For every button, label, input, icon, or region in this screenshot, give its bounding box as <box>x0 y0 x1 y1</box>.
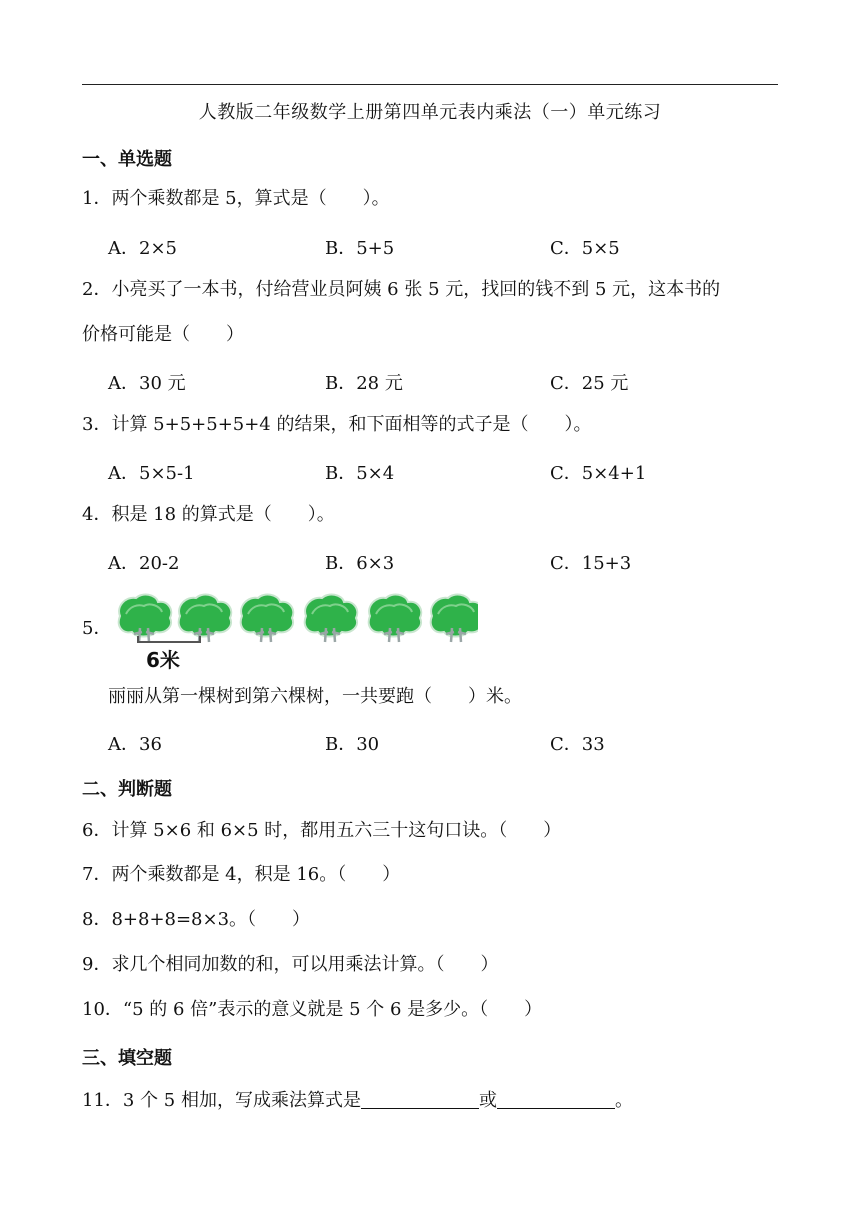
section-single-choice: 一、单选题 <box>82 149 172 170</box>
question-3: 3．计算 5+5+5+5+4 的结果，和下面相等的式子是（ ）。 <box>82 414 592 435</box>
tree-icon <box>241 595 294 642</box>
q5-option-a: A．36 <box>108 734 162 755</box>
q1-option-c: C．5×5 <box>550 238 620 259</box>
q2-option-a: A．30 元 <box>108 373 186 394</box>
question-8: 8．8+8+8=8×3。（ ） <box>82 909 311 930</box>
q11-mid: 或 <box>478 1090 497 1111</box>
q5-option-c: C．33 <box>550 734 605 755</box>
question-5: 丽丽从第一棵树到第六棵树，一共要跑（ ）米。 <box>108 686 522 707</box>
question-5-number: 5． <box>82 618 112 639</box>
question-9: 9．求几个相同加数的和，可以用乘法计算。（ ） <box>82 954 499 975</box>
question-11 <box>82 1090 633 1112</box>
tree-icon <box>119 595 172 642</box>
q11-prefix: 11．3 个 5 相加，写成乘法算式是 <box>82 1090 361 1111</box>
tree-icon <box>431 595 478 642</box>
question-2-line2: 价格可能是（ ） <box>82 324 244 345</box>
q3-option-b: B．5×4 <box>325 463 395 484</box>
q5-option-b: B．30 <box>325 734 380 755</box>
q2-option-c: C．25 元 <box>550 373 629 394</box>
section-true-false: 二、判断题 <box>82 779 172 800</box>
q2-option-b: B．28 元 <box>325 373 403 394</box>
question-7: 7．两个乘数都是 4，积是 16。（ ） <box>82 864 401 885</box>
q4-option-a: A．20-2 <box>108 553 180 574</box>
section-fill-blank: 三、填空题 <box>82 1048 172 1069</box>
question-10: 10．“5 的 6 倍”表示的意义就是 5 个 6 是多少。（ ） <box>82 999 543 1020</box>
answer-blank-1[interactable] <box>361 1090 479 1109</box>
question-2-line1: 2．小亮买了一本书，付给营业员阿姨 6 张 5 元，找回的钱不到 5 元，这本书的 <box>82 279 721 300</box>
answer-blank-2[interactable] <box>497 1090 615 1109</box>
question-4: 4．积是 18 的算式是（ ）。 <box>82 504 335 525</box>
worksheet-title: 人教版二年级数学上册第四单元表内乘法（一）单元练习 <box>198 102 662 123</box>
tree-icon <box>179 595 232 642</box>
q1-option-b: B．5+5 <box>325 238 395 259</box>
q3-option-c: C．5×4+1 <box>550 463 647 484</box>
question-6: 6．计算 5×6 和 6×5 时，都用五六三十这句口诀。（ ） <box>82 820 562 841</box>
q11-suffix: 。 <box>614 1090 633 1111</box>
q3-option-a: A．5×5-1 <box>108 463 195 484</box>
q4-option-b: B．6×3 <box>325 553 395 574</box>
tree-icon <box>369 595 422 642</box>
q1-option-a: A．2×5 <box>108 238 177 259</box>
q4-option-c: C．15+3 <box>550 553 632 574</box>
question-1: 1．两个乘数都是 5，算式是（ ）。 <box>82 188 390 209</box>
tree-icon <box>305 595 358 642</box>
distance-label: 6米 <box>146 648 180 672</box>
header-rule <box>82 84 778 85</box>
